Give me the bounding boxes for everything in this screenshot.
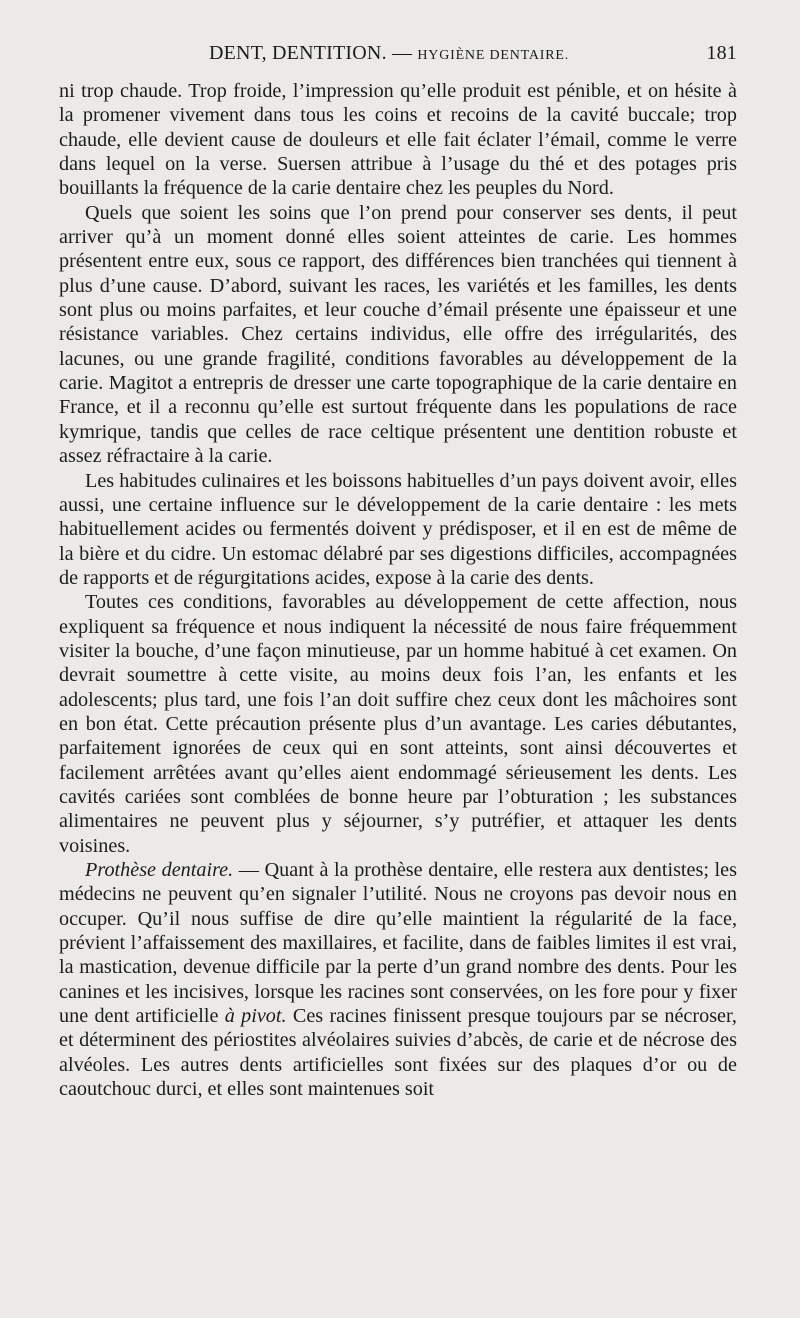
running-header [59, 42, 737, 72]
running-title-main: DENT, DENTITION. — [209, 42, 413, 64]
running-title [209, 42, 569, 65]
paragraph-4: Toutes ces conditions, favorables au développement de cette affection, nous expliquent sa fréquence et nous indiquent la nécessité de nous faire fréquemment visiter la bouche, d’une façon minutieuse, par un homme habitué à cet examen. On devrait soumettre à cette visite, au moins deux fois l’an, les enfants et les adolescents; plus tard, une fois l’an doit suffire chez ceux dont les mâchoires sont en bon état. Cette précaution présente plus d’un avantage. Les caries débutantes, parfaitement ignorées de ceux qui en sont atteints, sont ainsi découvertes et facilement arrêtées avant qu’elles aient endommagé sérieusement les dents. Les cavités cariées sont comblées de bonne heure par l’obturation ; les substances alimentaires ne peuvent plus y séjourner, s’y putréfier, et attaquer les dents voisines. [59, 591, 737, 857]
paragraph-5-text-a: — Quant à la prothèse dentaire, elle restera aux dentistes; les médecins ne peuvent qu’en signaler l’utilité. Nous ne croyons pas devoir nous en occuper. Qu’il nous suffise de dire qu’elle maintient la régularité de la face, prévient l’affaissement des maxillaires, et facilite, dans de faibles limites il est vrai, la mastication, devenue difficile par la perte d’un grand nombre des dents. Pour les canines et les incisives, lorsque les racines sont conservées, on les fore pour y fixer une dent artificielle [59, 859, 737, 1028]
section-heading-prothese: Prothèse dentaire. [85, 859, 234, 881]
paragraph-1: ni trop chaude. Trop froide, l’impression qu’elle produit est pénible, et on hésite à la promener vivement dans tous les coins et recoins de la cavité buccale; trop chaude, elle devient cause de douleurs et elle fait éclater l’émail, comme le verre dans lequel on la verse. Suersen attribue à l’usage du thé et des potages pris bouillants la fréquence de la carie dentaire chez les peuples du Nord. [59, 80, 737, 200]
italic-a-pivot: à pivot. [224, 1005, 287, 1028]
paragraph-5 [59, 858, 737, 1101]
paragraph-3: Les habitudes culinaires et les boissons habituelles d’un pays doivent avoir, elles aussi, une certaine influence sur le développement de la carie dentaire : les mets habituellement acides ou fermentés doivent y prédisposer, et il en est de même de la bière et du cidre. Un estomac délabré par ses digestions difficiles, accompagnées de rapports et de régurgitations acides, expose à la carie des dents. [59, 469, 737, 589]
paragraph-5-text-b: Ces racines finissent presque toujours par se nécroser, et déterminent des périostites alvéolaires suivies d’abcès, de carie et de nécrose des alvéoles. Les autres dents artificielles sont fixées sur des plaques d’or ou de caoutchouc durci, et elles sont maintenues soit [59, 1005, 737, 1101]
body-text [59, 79, 737, 1101]
paragraph-2: Quels que soient les soins que l’on prend pour conserver ses dents, il peut arriver qu’à un moment donné elles soient atteintes de carie. Les hommes présentent entre eux, sous ce rapport, des différences bien tranchées qui tiennent à plus d’une cause. D’abord, suivant les races, les variétés et les familles, les dents sont plus ou moins parfaites, et leur couche d’émail présente une épaisseur et une résistance variables. Chez certains individus, elle offre des irrégularités, des lacunes, ou une grande fragilité, conditions favorables au développement de la carie. Magitot a entrepris de dresser une carte topographique de la carie dentaire en France, et il a reconnu qu’elle est surtout fréquente dans les populations de race kymrique, tandis que celles de race celtique présentent une dentition robuste et assez réfractaire à la carie. [59, 201, 737, 468]
page-number: 181 [706, 42, 737, 64]
running-title-sub: HYGIÈNE DENTAIRE. [417, 48, 570, 63]
